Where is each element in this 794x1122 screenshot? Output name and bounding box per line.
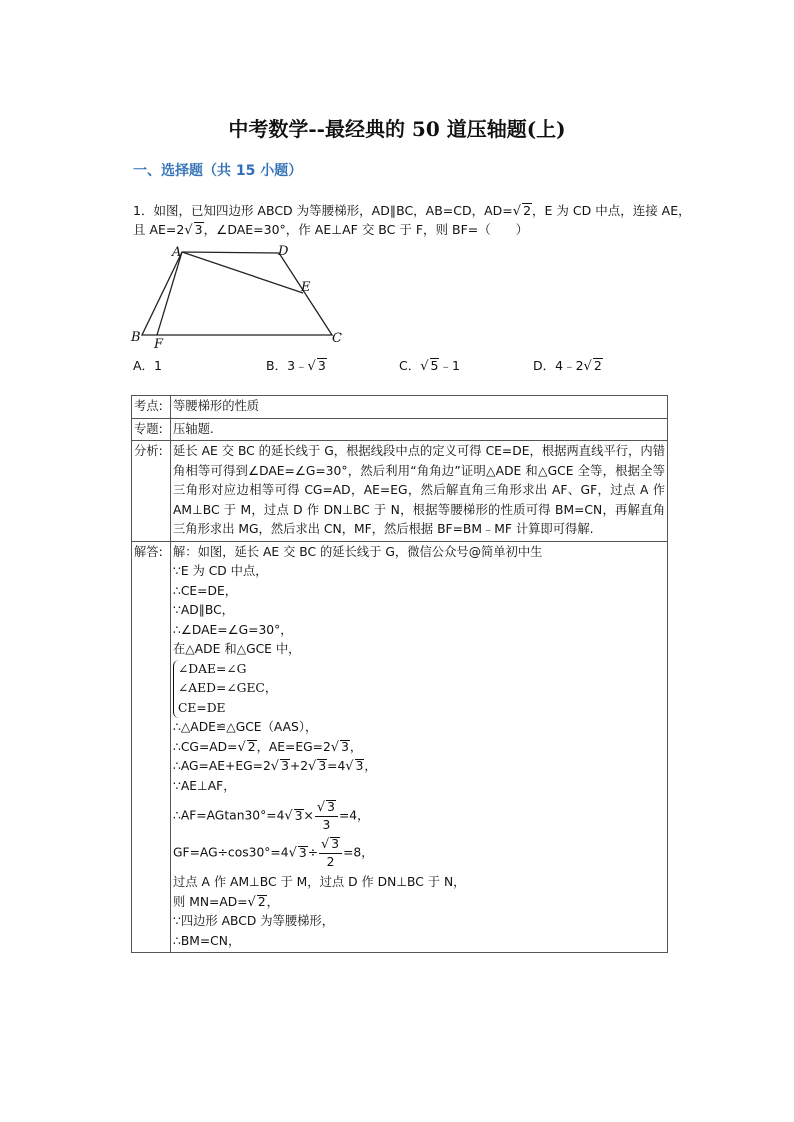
- kaodian-text: 等腰梯形的性质: [171, 396, 668, 419]
- label-b: B: [131, 330, 141, 345]
- label-d: D: [278, 244, 289, 259]
- row-zhuanti: [132, 418, 668, 441]
- option-b[interactable]: B．3﹣√ 3: [266, 358, 326, 374]
- zhuanti-label: 专题:: [132, 418, 171, 441]
- document-title: 中考数学--最经典的 50 道压轴题(上): [228, 117, 566, 141]
- fenxi-label: 分析:: [132, 441, 171, 542]
- sqrt-2: 2: [523, 203, 532, 218]
- fraction: $\frac{√ 3}{3}$: [315, 799, 338, 833]
- question-line-2: 且 AE=2√ 3，∠DAE=30°，作 AE⊥AF 交 BC 于 F，则 BF=（ ）: [133, 222, 529, 238]
- kaodian-label: 考点:: [132, 396, 171, 419]
- sqrt-3: 3: [194, 222, 203, 237]
- label-f: F: [154, 337, 164, 348]
- segment-af: [157, 252, 182, 335]
- row-jieda: [132, 541, 668, 953]
- equation-system: ∠DAE=∠G ∠AED=∠GEC， CE=DE: [173, 660, 277, 719]
- zhuanti-text: 压轴题.: [171, 418, 668, 441]
- option-a[interactable]: A．1: [133, 358, 163, 373]
- option-c[interactable]: C．√ 5﹣1: [399, 358, 460, 374]
- label-a: A: [172, 245, 182, 260]
- label-e: E: [301, 280, 311, 295]
- solution-table: [131, 395, 668, 953]
- row-fenxi: [132, 441, 668, 542]
- fraction: $\frac{√ 3}{2}$: [319, 836, 342, 870]
- fenxi-text: 延长 AE 交 BC 的延长线于 G，根据线段中点的定义可得 CE=DE，根据两直线平行，内错角相等可得到∠DAE=∠G=30°，然后利用“角角边”证明△ADE 和△GCE 全等，根据全等三角形对应边相等可得 CG=AD，AE=EG，然后解直角三角形求出 AF、GF，过点 A 作 AM⊥BC 于 M，过点 D 作 DN⊥BC 于 N，根据等腰梯形的性质可得 BM=CN，再解直角三角形求出 MG，然后求出 CN，MF，然后根据 BF=BM﹣MF 计算即可得解.: [171, 441, 668, 542]
- label-c: C: [332, 331, 342, 346]
- option-d[interactable]: D．4﹣2√ 2: [533, 358, 602, 374]
- row-kaodian: [132, 396, 668, 419]
- jieda-label: 解答:: [132, 541, 171, 953]
- trapezoid-figure: [128, 244, 348, 348]
- jieda-text: 解：如图，延长 AE 交 BC 的延长线于 G，微信公众号@简单初中生 ∵E 为 CD 中点， ∴CE=DE， ∵AD∥BC， ∴∠DAE=∠G=30°， 在△ADE 和△GCE 中， ∠DAE=∠G ∠AED=∠GEC， CE=DE ∴△ADE≌△GCE（AAS）， ∴CG=AD=√ 2，AE=EG=2√ 3， ∴AG=AE+EG=2√ 3+2√ 3=4√ 3， ∵AE⊥AF， ∴AF=AGtan30°=4√ 3× $\frac{√ 3}{3}$ =4， GF=AG÷cos30°=4√ 3÷ $\frac{√ 3}{2}$ =8， 过点 A 作 AM⊥BC 于 M，过点 D 作 DN⊥BC 于 N， 则 MN=AD=√ 2， ∵四边形 ABCD 为等腰梯形， ∴BM=CN，: [171, 541, 668, 953]
- section-heading: 一、选择题（共 15 小题）: [133, 163, 303, 179]
- question-line-1: 1．如图，已知四边形 ABCD 为等腰梯形，AD∥BC，AB=CD，AD=√ 2，E 为 CD 中点，连接 AE，: [133, 203, 691, 219]
